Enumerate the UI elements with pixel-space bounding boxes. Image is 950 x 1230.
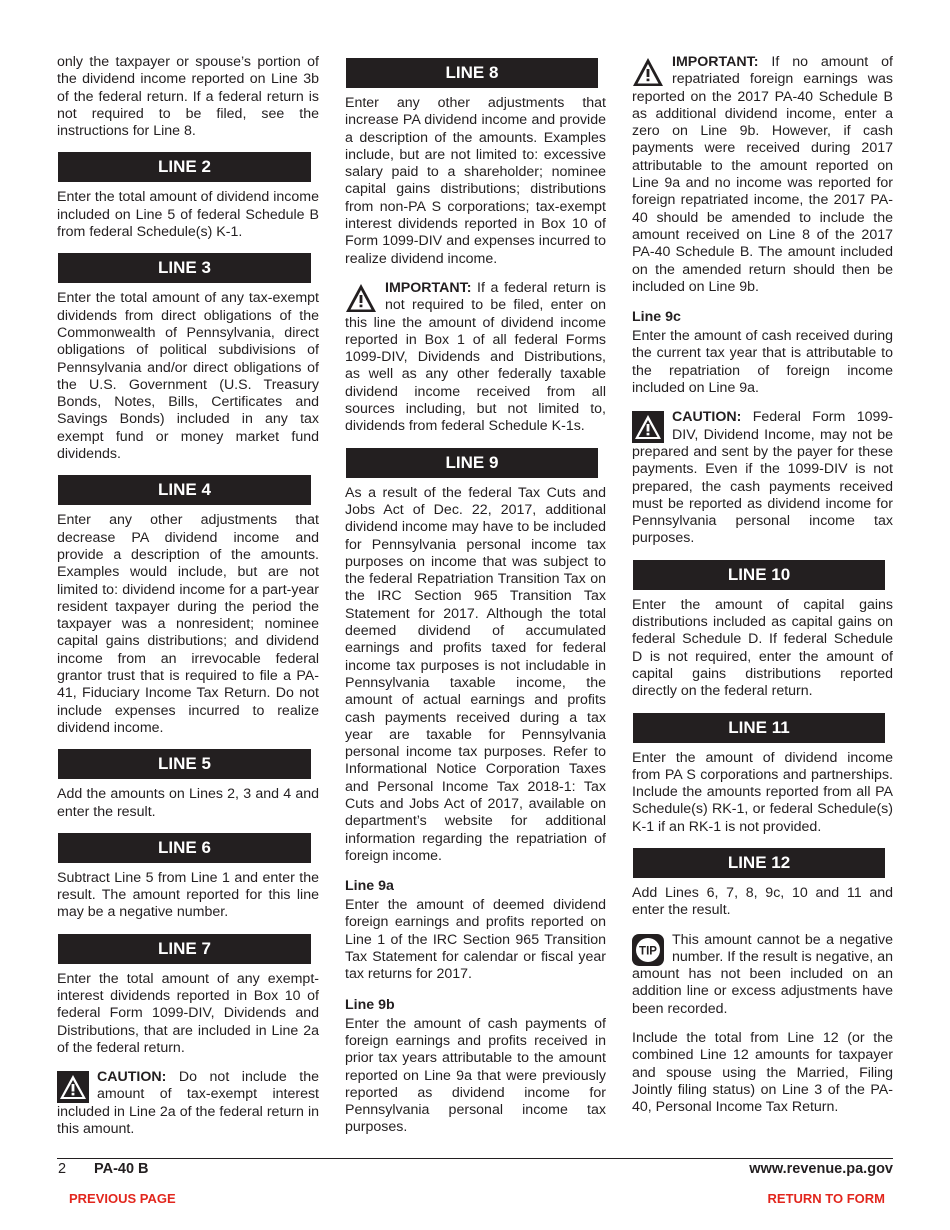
line11-header: LINE 11 — [633, 713, 885, 743]
line8-important-note — [345, 280, 606, 436]
line9b-title: Line 9b — [345, 996, 395, 1013]
line8-text: Enter any other adjustments that increase PA dividend income and provide a description of the amounts. Examples include, but are not limited to: excessive salary paid to a shareholder; nominee capital gains distributions; distributions from non-PA S corporations; tax-exempt interest dividends reported in Box 10 of Form 1099-DIV and expenses incurred to realize dividend income. — [345, 95, 606, 267]
form-name: PA-40 B — [94, 1161, 149, 1177]
line10-header: LINE 10 — [633, 560, 885, 590]
line3-text: Enter the total amount of any tax-exempt dividends from direct obligations of the Commonwealth of Pennsylvania, direct obligations of political subdivisions of Pennsylvania and/or direct obligations of the U.S. Government (U.S. Treasury Bonds, Notes, Bills, Certificates and Savings Bonds) included in any tax exempt fund or money market fund dividends. — [57, 290, 319, 463]
line10-text: Enter the amount of capital gains distributions included as capital gains on federal Schedule D. If federal Schedule D is not required, enter the amount of capital gains distributions reported directly on the federal return. — [632, 596, 893, 700]
line6-header: LINE 6 — [58, 833, 311, 863]
line2-header: LINE 2 — [58, 152, 311, 182]
line8-header: LINE 8 — [346, 58, 598, 88]
page-number: 2 — [58, 1161, 67, 1177]
line9c-text: Enter the amount of cash received during the current tax year that is attributable to the repatriation of foreign income included on Line 9a. — [632, 328, 893, 397]
line2-text: Enter the total amount of dividend income included on Line 5 of federal Schedule B from federal Schedule(s) K-1. — [57, 189, 319, 241]
svg-text:TIP: TIP — [639, 945, 657, 958]
important-label: IMPORTANT: — [385, 279, 472, 296]
caution-label: CAUTION: — [97, 1069, 167, 1086]
line9c-caution-note — [632, 409, 893, 547]
line9c-title: Line 9c — [632, 309, 681, 326]
warning-triangle-icon — [632, 56, 664, 88]
return-to-form-link[interactable]: RETURN TO FORM — [767, 1191, 885, 1206]
website-url[interactable]: www.revenue.pa.gov — [749, 1161, 893, 1177]
footer-divider — [57, 1158, 893, 1159]
line4-text: Enter any other adjustments that decrease PA dividend income and provide a description of the amounts. Examples would include, but are not limited to: dividend income for a part-year resident taxpayer during the period the taxpayer was a nonresident; nominee capital gains distributions; and dividend income from an irrevocable federal grantor trust that is required to file a PA-41, Fiduciary Income Tax Return. Do not include expenses incurred to realize dividend income. — [57, 512, 319, 736]
line9b-important-note — [632, 54, 893, 296]
line9-header: LINE 9 — [346, 448, 598, 478]
line1-continued-text: only the taxpayer or spouse’s portion of the dividend income reported on Line 3b of the federal return. If a federal return is not required to be filed, see the instructions for Line 8. — [57, 54, 319, 140]
caution-text: Do not include the amount of tax-exempt interest included in Line 2a of the federal return in this amount. — [57, 1069, 319, 1138]
line3-header: LINE 3 — [58, 253, 311, 283]
column-3 — [632, 54, 893, 1129]
important-text: If no amount of repatriated foreign earnings was reported on the 2017 PA-40 Schedule B as additional dividend income, enter a zero on Line 9b. However, if cash payments were received during 2017 attributable to the amount reported on Line 9a and no income was reported for foreign repatriated income, the 2017 PA-40 should be amended to include the amount received on Line 8 of the 2017 PA-40 Schedule B. The amount included on the amended return should then be included on Line 9b. — [632, 54, 893, 295]
caution-text: Federal Form 1099-DIV, Dividend Income, may not be prepared and sent by the payer for these payments. Even if the 1099-DIV is not prepared, the cash payments received must be reported as dividend income for Pennsylvania personal income tax purposes. — [632, 409, 893, 547]
line12-header: LINE 12 — [633, 848, 885, 878]
column-1 — [57, 54, 319, 1150]
line4-header: LINE 4 — [58, 475, 311, 505]
line7-header: LINE 7 — [58, 934, 311, 964]
line11-text: Enter the amount of dividend income from PA S corporations and partnerships. Include the amounts reported from all PA Schedule(s) RK-1, or federal Schedule(s) K-1 if an RK-1 is not provided. — [632, 749, 893, 835]
column-2 — [345, 54, 606, 1149]
tip-icon — [632, 934, 664, 966]
line5-text: Add the amounts on Lines 2, 3 and 4 and enter the result. — [57, 786, 319, 820]
warning-triangle-icon — [632, 411, 664, 443]
previous-page-link[interactable]: PREVIOUS PAGE — [69, 1191, 176, 1206]
caution-label: CAUTION: — [672, 409, 742, 426]
tip-text: This amount cannot be a negative number. If the result is negative, an amount has not been included on an addition line or excess adjustments have been recorded. — [632, 931, 893, 1017]
warning-triangle-icon — [345, 282, 377, 314]
line12-tip-note — [632, 932, 893, 1018]
line9a-text: Enter the amount of deemed dividend foreign earnings and profits reported on Line 1 of the IRC Section 965 Transition Tax Statement for calendar or fiscal year tax returns for 2017. — [345, 897, 606, 983]
line12-text: Add Lines 6, 7, 8, 9c, 10 and 11 and enter the result. — [632, 884, 893, 919]
line6-text: Subtract Line 5 from Line 1 and enter the result. The amount reported for this line may be a negative number. — [57, 869, 319, 921]
line9b-text: Enter the amount of cash payments of foreign earnings and profits received in prior tax years attributable to the amount reported on Line 9a that were previously reported as dividend income for Pennsylvania personal income tax purposes. — [345, 1015, 606, 1136]
line12-text-2: Include the total from Line 12 (or the combined Line 12 amounts for taxpayer and spouse using the Married, Filing Jointly filing status) on Line 3 of the PA-40, Personal Income Tax Return. — [632, 1030, 893, 1116]
important-text: If a federal return is not required to be filed, enter on this line the amount of dividend income reported in Box 1 of all federal Forms 1099-DIV, Dividends and Distributions, as well as any other federally taxable dividend income received from all sources including, but not limited to, dividends from federal Schedule K-1s. — [345, 279, 606, 435]
line9a-title: Line 9a — [345, 878, 394, 895]
line9-text: As a result of the federal Tax Cuts and Jobs Act of Dec. 22, 2017, additional dividend income may have to be included for Pennsylvania personal income tax purposes on income that was subject to the federal Repatriation Transition Tax on the IRC Section 965 Transition Tax Statement for 2017. Although the total deemed dividend of accumulated earnings and profits taxed for federal income tax purposes is not includable in Pennsylvania taxable income, the amount of actual earnings and profits cash payments received during a tax year are taxable for Pennsylvania personal income tax purposes. Refer to Informational Notice Corporation Taxes and Personal Income Tax 2018-1: Tax Cuts and Jobs Act of 2017, available on department’s website for additional information regarding the repatriation of foreign income. — [345, 484, 606, 864]
line7-text: Enter the total amount of any exempt-interest dividends reported in Box 10 of federal Form 1099-DIV, Dividends and Distributions, that are included in Line 2a of the federal return. — [57, 970, 319, 1056]
line7-caution-note — [57, 1069, 319, 1138]
line5-header: LINE 5 — [58, 749, 311, 779]
important-label: IMPORTANT: — [672, 54, 759, 70]
warning-triangle-icon — [57, 1071, 89, 1103]
